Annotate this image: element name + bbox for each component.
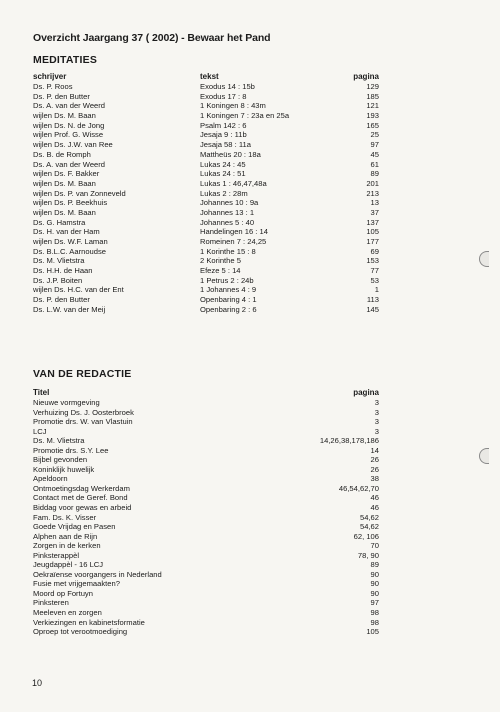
redactie-row — [0, 608, 500, 618]
meditatie-row — [0, 82, 500, 92]
row-tekst: Handelingen 16 : 14 — [200, 227, 268, 237]
row-pagina: 97 — [370, 140, 379, 150]
row-pagina: 3 — [374, 426, 379, 436]
row-tekst: Lukas 24 : 51 — [200, 169, 246, 179]
row-titel: Moord op Fortuyn — [33, 588, 93, 598]
redactie-row — [0, 427, 500, 437]
row-pagina: 97 — [370, 598, 379, 608]
row-titel: Promotie drs. W. van Vlastuin — [33, 417, 133, 427]
row-titel: Verkiezingen en kabinetsformatie — [33, 617, 145, 627]
row-schrijver: Ds. L.W. van der Meij — [33, 304, 106, 314]
row-pagina: 89 — [370, 169, 379, 179]
row-titel: Fusie met vrijgemaakten? — [33, 579, 120, 589]
row-pagina: 193 — [366, 111, 379, 121]
row-schrijver: Ds. P. den Butter — [33, 91, 90, 101]
row-tekst: 1 Koningen 8 : 43m — [200, 101, 266, 111]
redactie-heading: VAN DE REDACTIE — [33, 368, 132, 380]
meditatie-row — [0, 247, 500, 257]
meditatie-row — [0, 266, 500, 276]
row-tekst: Jesaja 58 : 11a — [200, 140, 251, 150]
row-pagina: 90 — [370, 588, 379, 598]
redactie-row — [0, 465, 500, 475]
row-tekst: Jesaja 9 : 11b — [200, 130, 247, 140]
row-pagina: 89 — [370, 560, 379, 570]
row-tekst: Romeinen 7 : 24,25 — [200, 237, 267, 246]
row-schrijver: wijlen Ds. H.C. van der Ent — [33, 285, 124, 295]
row-pagina: 165 — [366, 120, 379, 130]
row-titel: Promotie drs. S.Y. Lee — [33, 445, 109, 455]
row-pagina: 153 — [366, 256, 379, 266]
row-tekst: Lukas 2 : 28m — [200, 188, 248, 198]
row-titel: Ds. M. Vlietstra — [33, 436, 85, 446]
row-pagina: 26 — [370, 464, 379, 474]
row-titel: Koninklijk huwelijk — [33, 464, 95, 474]
row-pagina: 137 — [366, 217, 379, 227]
page-title: Overzicht Jaargang 37 ( 2002) - Bewaar het Pand — [33, 32, 271, 44]
row-pagina: 62, 106 — [353, 531, 379, 541]
row-titel: Pinksteren — [33, 598, 69, 608]
row-pagina: 1 — [374, 285, 379, 295]
row-tekst: 1 Koningen 7 : 23a en 25a — [200, 111, 290, 121]
col-header-titel: Titel — [33, 388, 50, 397]
row-titel: Zorgen in de kerken — [33, 541, 101, 551]
row-pagina: 54,62 — [359, 512, 379, 522]
meditatie-row — [0, 208, 500, 218]
row-tekst: 1 Korinthe 15 : 8 — [200, 246, 256, 256]
row-schrijver: wijlen Prof. G. Wisse — [33, 130, 104, 140]
redactie-row — [0, 541, 500, 551]
row-pagina: 98 — [370, 617, 379, 627]
meditatie-row — [0, 285, 500, 295]
redactie-row — [0, 551, 500, 561]
redactie-row — [0, 513, 500, 523]
row-tekst: Openbaring 4 : 1 — [200, 295, 257, 305]
row-pagina: 13 — [370, 198, 379, 208]
redactie-row — [0, 408, 500, 418]
row-tekst: 2 Korinthe 5 — [200, 256, 241, 266]
row-titel: Contact met de Geref. Bond — [33, 493, 128, 503]
row-pagina: 26 — [370, 455, 379, 465]
meditatie-row — [0, 305, 500, 315]
redactie-row — [0, 493, 500, 503]
meditatie-row — [0, 150, 500, 160]
row-pagina: 90 — [370, 579, 379, 589]
row-schrijver: Ds. P. den Butter — [33, 295, 90, 305]
row-pagina: 77 — [370, 266, 379, 276]
row-schrijver: wijlen Ds. J.W. van Ree — [33, 140, 113, 150]
row-pagina: 14,26,38,178,186 — [319, 436, 379, 446]
meditatie-row — [0, 227, 500, 237]
row-schrijver: Ds. G. Hamstra — [33, 217, 86, 227]
row-pagina: 69 — [370, 246, 379, 256]
row-pagina: 129 — [366, 82, 379, 91]
row-titel: Goede Vrijdag en Pasen — [33, 522, 116, 532]
row-schrijver: Ds. A. van der Weerd — [33, 101, 106, 111]
redactie-row — [0, 522, 500, 532]
redactie-row — [0, 398, 500, 408]
col-header-schrijver: schrijver — [33, 72, 67, 81]
redactie-row — [0, 474, 500, 484]
redactie-row — [0, 446, 500, 456]
row-pagina: 177 — [366, 237, 379, 246]
row-schrijver: wijlen Ds. M. Baan — [33, 178, 96, 188]
row-tekst: Lukas 24 : 45 — [200, 159, 246, 169]
row-titel: Alphen aan de Rijn — [33, 531, 98, 541]
meditatie-row — [0, 140, 500, 150]
row-pagina: 201 — [366, 178, 379, 188]
meditaties-heading: MEDITATIES — [33, 54, 98, 66]
meditatie-row — [0, 101, 500, 111]
row-pagina: 78, 90 — [357, 550, 379, 560]
meditatie-row — [0, 237, 500, 247]
row-schrijver: Ds. A. van der Weerd — [33, 159, 106, 169]
row-pagina: 105 — [366, 227, 379, 237]
row-titel: LCJ — [33, 426, 47, 436]
binder-hole-icon — [479, 448, 489, 464]
row-titel: Fam. Ds. K. Visser — [33, 512, 97, 522]
meditatie-row — [0, 276, 500, 286]
row-pagina: 46 — [370, 493, 379, 503]
binder-hole-icon — [479, 251, 489, 267]
row-schrijver: wijlen Ds. P. van Zonneveld — [33, 188, 126, 198]
meditatie-row — [0, 160, 500, 170]
redactie-row — [0, 627, 500, 637]
row-pagina: 145 — [366, 304, 379, 314]
row-pagina: 53 — [370, 275, 379, 285]
page-number: 10 — [32, 678, 43, 688]
redactie-row — [0, 455, 500, 465]
row-tekst: Exodus 17 : 8 — [200, 91, 247, 101]
row-titel: Nieuwe vormgeving — [33, 398, 100, 407]
row-schrijver: Ds. B.L.C. Aarnoudse — [33, 246, 107, 256]
row-schrijver: Ds. H.H. de Haan — [33, 266, 93, 276]
row-schrijver: Ds. H. van der Ham — [33, 227, 100, 237]
row-titel: Ontmoetingsdag Werkerdam — [33, 483, 130, 493]
meditatie-row — [0, 130, 500, 140]
row-pagina: 185 — [366, 91, 379, 101]
row-schrijver: Ds. B. de Romph — [33, 149, 91, 159]
row-schrijver: wijlen Ds. M. Baan — [33, 111, 96, 121]
col-header-pagina: pagina — [353, 72, 379, 81]
row-pagina: 3 — [374, 398, 379, 407]
row-pagina: 37 — [370, 207, 379, 217]
row-pagina: 3 — [374, 417, 379, 427]
row-titel: Jeugdappèl - 16 LCJ — [33, 560, 104, 570]
meditatie-row — [0, 256, 500, 266]
meditatie-row — [0, 111, 500, 121]
row-titel: Bijbel gevonden — [33, 455, 88, 465]
row-titel: Meeleven en zorgen — [33, 608, 102, 618]
row-schrijver: wijlen Ds. F. Bakker — [33, 169, 100, 179]
meditatie-row — [0, 92, 500, 102]
row-schrijver: Ds. P. Roos — [33, 82, 73, 91]
row-tekst: 1 Petrus 2 : 24b — [200, 275, 254, 285]
row-tekst: Johannes 10 : 9a — [200, 198, 259, 208]
col-header-pagina-redactie: pagina — [353, 388, 379, 397]
row-tekst: Openbaring 2 : 6 — [200, 304, 257, 314]
redactie-row — [0, 417, 500, 427]
meditatie-row — [0, 189, 500, 199]
redactie-row — [0, 579, 500, 589]
row-pagina: 70 — [370, 541, 379, 551]
row-titel: Pinksterappèl — [33, 550, 80, 560]
row-tekst: Efeze 5 : 14 — [200, 266, 241, 276]
row-pagina: 3 — [374, 407, 379, 417]
row-pagina: 98 — [370, 608, 379, 618]
redactie-row — [0, 589, 500, 599]
row-pagina: 105 — [366, 627, 379, 637]
row-pagina: 113 — [366, 295, 379, 305]
row-tekst: Exodus 14 : 15b — [200, 82, 255, 91]
row-pagina: 61 — [370, 159, 379, 169]
row-pagina: 90 — [370, 569, 379, 579]
row-titel: Apeldoorn — [33, 474, 68, 484]
redactie-row — [0, 436, 500, 446]
redactie-row — [0, 532, 500, 542]
row-pagina: 121 — [366, 101, 379, 111]
row-tekst: Lukas 1 : 46,47,48a — [200, 178, 267, 188]
redactie-row — [0, 484, 500, 494]
row-titel: Oekraïense voorgangers in Nederland — [33, 569, 162, 579]
meditatie-row — [0, 218, 500, 228]
row-tekst: Mattheüs 20 : 18a — [200, 149, 261, 159]
row-titel: Biddag voor gewas en arbeid — [33, 503, 132, 513]
redactie-row — [0, 503, 500, 513]
redactie-list — [0, 398, 500, 637]
row-schrijver: Ds. J.P. Boiten — [33, 275, 83, 285]
row-pagina: 14 — [370, 445, 379, 455]
row-pagina: 45 — [370, 149, 379, 159]
row-titel: Verhuizing Ds. J. Oosterbroek — [33, 407, 134, 417]
row-pagina: 38 — [370, 474, 379, 484]
meditatie-row — [0, 179, 500, 189]
meditaties-list — [0, 82, 500, 315]
row-schrijver: wijlen Ds. N. de Jong — [33, 120, 105, 130]
row-pagina: 213 — [366, 188, 379, 198]
redactie-row — [0, 618, 500, 628]
row-pagina: 54,62 — [359, 522, 379, 532]
row-tekst: Johannes 5 : 40 — [200, 217, 255, 227]
meditatie-row — [0, 295, 500, 305]
col-header-tekst: tekst — [200, 72, 219, 81]
row-pagina: 25 — [370, 130, 379, 140]
row-schrijver: Ds. M. Vlietstra — [33, 256, 85, 266]
meditatie-row — [0, 198, 500, 208]
row-schrijver: wijlen Ds. P. Beekhuis — [33, 198, 108, 208]
redactie-row — [0, 560, 500, 570]
row-schrijver: wijlen Ds. M. Baan — [33, 207, 96, 217]
row-tekst: Psalm 142 : 6 — [200, 120, 247, 130]
row-schrijver: wijlen Ds. W.F. Laman — [33, 237, 108, 246]
row-pagina: 46 — [370, 503, 379, 513]
row-tekst: 1 Johannes 4 : 9 — [200, 285, 257, 295]
redactie-row — [0, 570, 500, 580]
row-titel: Oproep tot verootmoediging — [33, 627, 128, 637]
meditatie-row — [0, 169, 500, 179]
row-pagina: 46,54,62,70 — [338, 483, 379, 493]
row-tekst: Johannes 13 : 1 — [200, 207, 255, 217]
meditatie-row — [0, 121, 500, 131]
redactie-row — [0, 598, 500, 608]
